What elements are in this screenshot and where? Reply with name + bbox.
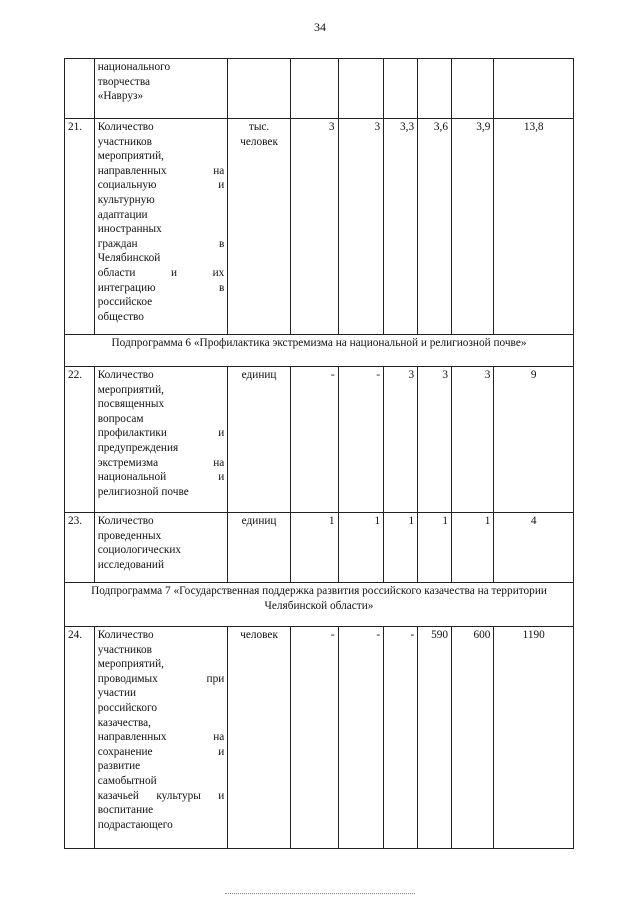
value-year-3: - [384,627,418,849]
value-year-1: - [290,627,338,849]
indicator-name [94,59,228,119]
value-year-5: 1 [452,513,494,583]
value-year-5 [452,59,494,119]
indicator-name-line: области и их [97,266,225,279]
value-total: 1190 [494,627,574,849]
indicator-name-line: мероприятий, [97,150,164,163]
value-total: 4 [494,513,574,583]
indicator-name-line: граждан в [97,237,225,250]
unit-of-measure: человек [228,627,291,849]
value-year-5: 600 [452,627,494,849]
table-row [65,627,574,849]
unit-of-measure [228,59,291,119]
indicator-name [94,627,228,849]
indicator-name-line: иностранных [97,223,162,236]
value-total: 9 [494,367,574,513]
indicator-name-line: культурную [97,193,155,206]
indicator-name-line: развитие [97,760,141,773]
table-row [65,367,574,513]
indicator-name-line: Количество [97,369,154,381]
indicator-name-line: участии [97,687,137,700]
row-number: 21. [65,119,95,335]
value-year-2: 3 [338,119,384,335]
table-row [65,59,574,119]
indicator-name-line: казачьей культуры и [97,789,225,802]
indicator-name [94,367,228,513]
indicator-name-line: проведенных [97,529,162,542]
row-number [65,59,95,119]
row-number: 22. [65,367,95,513]
value-year-1: 1 [290,513,338,583]
indicator-name-line: посвященных [97,398,165,411]
value-year-4: 3,6 [418,119,452,335]
value-total [494,59,574,119]
indicator-name-line: Количество [97,121,154,133]
subprogram-title: Подпрограмма 6 «Профилактика экстремизма на национальной и религиозной почве» [65,335,574,367]
indicator-name [94,119,228,335]
indicator-name-line: российское [97,296,153,309]
table-row [65,119,574,335]
subprogram-row [65,335,574,367]
indicator-name-line: мероприятий, [97,383,164,396]
value-year-3: 3 [384,367,418,513]
indicator-name-line: адаптации [97,208,148,221]
subprogram-title: Подпрограмма 7 «Государственная поддержка развития российского казачества на территории Челябинской области» [65,583,574,627]
indicator-name-line: предупреждения [97,441,179,454]
indicator-name-line: российского [97,701,157,714]
indicator-name-line: вопросам [97,412,144,425]
indicator-name-line: религиозной почве [97,485,189,498]
value-year-3: 3,3 [384,119,418,335]
indicator-name-line: социологических [97,544,182,557]
value-year-3 [384,59,418,119]
value-year-2: - [338,627,384,849]
value-year-4: 1 [418,513,452,583]
indicator-name-line: мероприятий, [97,658,164,671]
indicator-name-line: исследований [97,558,164,571]
indicator-name [94,513,228,583]
row-number: 23. [65,513,95,583]
indicator-name-line: профилактики и [97,427,225,440]
table-row [65,513,574,583]
value-year-2: 1 [338,513,384,583]
indicator-name-line: подрастающего [97,818,173,831]
indicator-name-line: Челябинской [97,252,161,265]
indicator-name-line: казачества, [97,716,151,729]
value-year-1 [290,59,338,119]
value-year-4 [418,59,452,119]
value-year-5: 3 [452,367,494,513]
indicator-name-line: Количество [97,515,154,527]
scan-artifact [225,893,415,896]
indicator-name-line: участников [97,643,152,656]
indicator-name-line: интеграцию в [97,281,225,294]
value-year-5: 3,9 [452,119,494,335]
indicator-name-line: социальную и [97,179,225,192]
value-year-2 [338,59,384,119]
page-number: 34 [314,20,326,34]
unit-of-measure: единиц [228,513,291,583]
indicators-table [64,58,574,849]
indicator-name-line: направленных на [97,164,225,177]
subprogram-row [65,583,574,627]
indicator-name-line: общество [97,310,144,323]
value-year-4: 3 [418,367,452,513]
value-year-3: 1 [384,513,418,583]
indicator-name-line: национального [97,61,171,73]
indicator-name-line: проводимых при [97,672,225,685]
indicator-name-line: творчества [97,75,151,88]
value-year-2: - [338,367,384,513]
value-year-1: 3 [290,119,338,335]
unit-of-measure: единиц [228,367,291,513]
value-year-4: 590 [418,627,452,849]
row-number: 24. [65,627,95,849]
indicator-name-line: «Навруз» [97,90,144,103]
indicator-name-line: национальной и [97,471,225,484]
indicator-name-line: экстремизма на [97,456,225,469]
indicator-name-line: направленных на [97,731,225,744]
indicator-name-line: самобытной [97,774,157,787]
value-total: 13,8 [494,119,574,335]
value-year-1: - [290,367,338,513]
indicator-name-line: сохранение и [97,745,225,758]
indicator-name-line: участников [97,135,152,148]
indicator-name-line: Количество [97,629,154,641]
unit-of-measure: тыс. человек [228,119,291,335]
indicator-name-line: воспитание [97,804,154,817]
